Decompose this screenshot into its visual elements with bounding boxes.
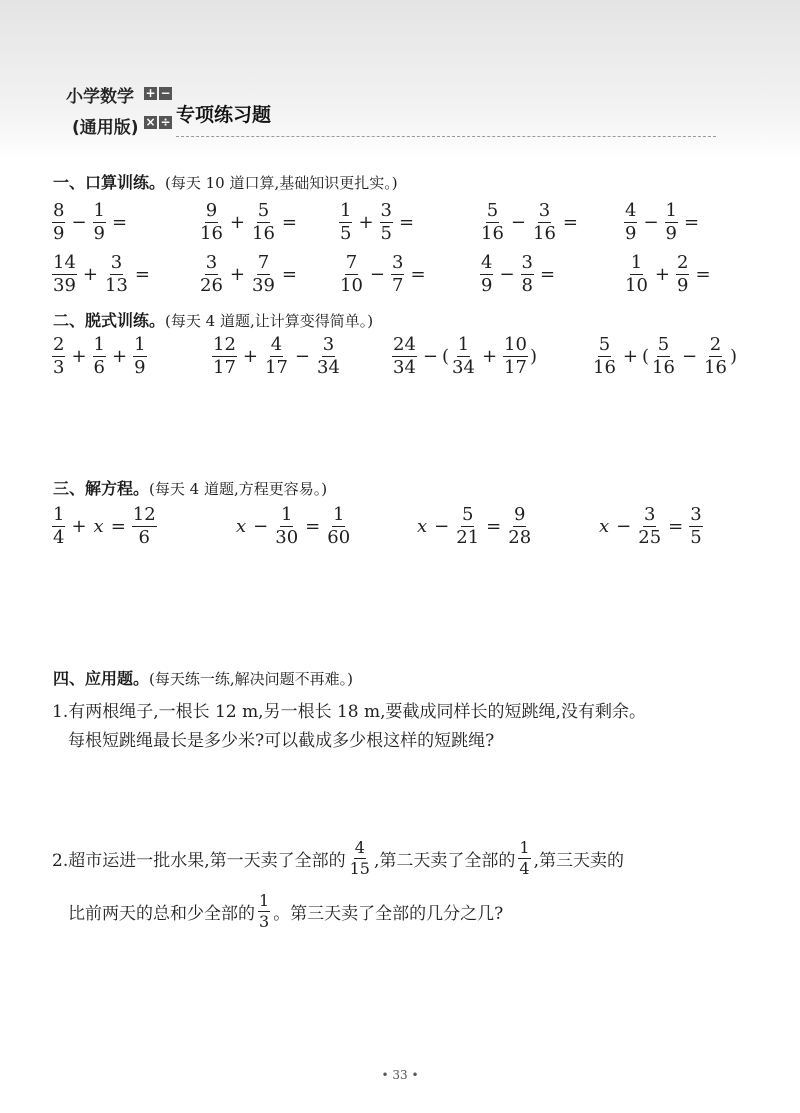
fraction: $\frac{4}{15}$ (349, 838, 370, 878)
fraction: $\frac{7}{10}$ (340, 252, 363, 296)
fraction: $\frac{1}{4}$ (519, 838, 530, 878)
fraction: $\frac{4}{17}$ (265, 334, 288, 378)
fraction: $\frac{1}{9}$ (665, 200, 677, 244)
word-problem-1-line-1: 1.有两根绳子,一根长 12 m,另一根长 18 m,要截成同样长的短跳绳,没有剩余。 (52, 702, 646, 722)
fraction: $\frac{14}{39}$ (53, 252, 76, 296)
oral-item: $\frac{14}{39}$ + $\frac{3}{13}$ = (53, 252, 150, 296)
section-4-note: (每天练一练,解决问题不再难。) (149, 670, 353, 688)
oral-item: $\frac{3}{26}$ + $\frac{7}{39}$ = (200, 252, 297, 296)
equation-item: x − $\frac{5}{21}$ = $\frac{9}{28}$ (417, 504, 532, 548)
oral-item: $\frac{7}{10}$ − $\frac{3}{7}$ = (340, 252, 426, 296)
fraction: $\frac{10}{17}$ (504, 334, 527, 378)
fraction: $\frac{3}{26}$ (200, 252, 223, 296)
multiply-icon: × (145, 115, 156, 129)
fraction: $\frac{1}{9}$ (93, 200, 105, 244)
fraction: $\frac{12}{17}$ (213, 334, 236, 378)
equation-item: x − $\frac{3}{25}$ = $\frac{3}{5}$ (599, 504, 702, 548)
section-2-title (53, 308, 373, 331)
minus-icon: − (160, 86, 171, 100)
section-4-title (53, 666, 353, 689)
section-4-heading: 四、应用题。 (53, 669, 150, 688)
fraction: $\frac{1}{10}$ (625, 252, 648, 296)
word-problem-2-line-2: 比前两天的总和少全部的 $\frac{1}{3}$ 。第三天卖了全部的几分之几? (68, 891, 504, 931)
page-title: 专项练习题 (176, 104, 272, 126)
fraction: $\frac{1}{9}$ (134, 334, 146, 378)
brand-edition: (通用版) (72, 118, 139, 138)
fraction: $\frac{5}{16}$ (481, 200, 504, 244)
fraction: $\frac{5}{16}$ (593, 334, 616, 378)
section-3-heading: 三、解方程。 (53, 479, 150, 498)
divide-icon: ÷ (160, 115, 171, 129)
equation-item: x − $\frac{1}{30}$ = $\frac{1}{60}$ (236, 504, 351, 548)
section-1-heading: 一、口算训练。 (53, 173, 166, 192)
fraction: $\frac{5}{16}$ (652, 334, 675, 378)
fraction: $\frac{1}{34}$ (452, 334, 475, 378)
oral-item: $\frac{1}{10}$ + $\frac{2}{9}$ = (625, 252, 711, 296)
fraction: $\frac{1}{5}$ (340, 200, 352, 244)
fraction: $\frac{12}{6}$ (132, 504, 156, 548)
fraction: $\frac{1}{6}$ (93, 334, 105, 378)
fraction: $\frac{7}{39}$ (252, 252, 275, 296)
fraction: $\frac{1}{4}$ (53, 504, 65, 548)
oral-item: $\frac{8}{9}$ − $\frac{1}{9}$ = (53, 200, 128, 244)
step-calc-item: $\frac{5}{16}$ + ( $\frac{5}{16}$ − $\frac{2}{16}$ ) (593, 334, 737, 378)
page-number: • 33 • (381, 1068, 419, 1082)
fraction: $\frac{3}{13}$ (105, 252, 128, 296)
fraction: $\frac{4}{9}$ (625, 200, 637, 244)
plus-icon: + (145, 86, 156, 100)
step-calc-item: $\frac{24}{34}$ − ( $\frac{1}{34}$ + $\frac{10}{17}$ ) (393, 334, 537, 378)
fraction: $\frac{3}{7}$ (392, 252, 404, 296)
section-2-heading: 二、脱式训练。 (53, 311, 166, 330)
section-3-title (53, 476, 327, 499)
fraction: $\frac{1}{3}$ (259, 891, 270, 931)
fraction: $\frac{8}{9}$ (53, 200, 65, 244)
fraction: $\frac{4}{9}$ (481, 252, 493, 296)
fraction: $\frac{3}{8}$ (521, 252, 533, 296)
word-problem-1-line-2: 每根短跳绳最长是多少米?可以截成多少根这样的短跳绳? (68, 731, 495, 751)
oral-item: $\frac{1}{5}$ + $\frac{3}{5}$ = (340, 200, 415, 244)
fraction: $\frac{1}{30}$ (275, 504, 299, 548)
word-problem-2-line-1: 2.超市运进一批水果,第一天卖了全部的 $\frac{4}{15}$ ,第二天卖了全部的 $\frac{1}{4}$ ,第三天卖的 (52, 838, 624, 878)
section-1-title (53, 170, 398, 193)
fraction: $\frac{2}{9}$ (677, 252, 689, 296)
brand-name: 小学数学 (66, 87, 134, 107)
oral-item: $\frac{4}{9}$ − $\frac{1}{9}$ = (625, 200, 700, 244)
fraction: $\frac{3}{34}$ (317, 334, 340, 378)
fraction: $\frac{3}{16}$ (533, 200, 556, 244)
oral-item: $\frac{5}{16}$ − $\frac{3}{16}$ = (481, 200, 578, 244)
step-calc-item: $\frac{12}{17}$ + $\frac{4}{17}$ − $\frac{3}{34}$ (213, 334, 340, 378)
fraction: $\frac{5}{21}$ (456, 504, 480, 548)
fraction: $\frac{3}{5}$ (690, 504, 702, 548)
step-calc-item: $\frac{2}{3}$ + $\frac{1}{6}$ + $\frac{1}{9}$ (53, 334, 146, 378)
fraction: $\frac{2}{3}$ (53, 334, 65, 378)
header-divider (176, 136, 716, 137)
fraction: $\frac{3}{5}$ (380, 200, 392, 244)
oral-item: $\frac{9}{16}$ + $\frac{5}{16}$ = (200, 200, 297, 244)
fraction: $\frac{9}{28}$ (508, 504, 532, 548)
fraction: $\frac{2}{16}$ (704, 334, 727, 378)
section-1-note: (每天 10 道口算,基础知识更扎实。) (165, 174, 398, 192)
section-3-note: (每天 4 道题,方程更容易。) (149, 480, 328, 498)
fraction: $\frac{9}{16}$ (200, 200, 223, 244)
section-2-note: (每天 4 道题,让计算变得简单。) (165, 312, 374, 330)
fraction: $\frac{1}{60}$ (327, 504, 351, 548)
equation-item: $\frac{1}{4}$ + x = $\frac{12}{6}$ (53, 504, 156, 548)
fraction: $\frac{5}{16}$ (252, 200, 275, 244)
fraction: $\frac{24}{34}$ (393, 334, 416, 378)
oral-item: $\frac{4}{9}$ − $\frac{3}{8}$ = (481, 252, 556, 296)
fraction: $\frac{3}{25}$ (638, 504, 662, 548)
